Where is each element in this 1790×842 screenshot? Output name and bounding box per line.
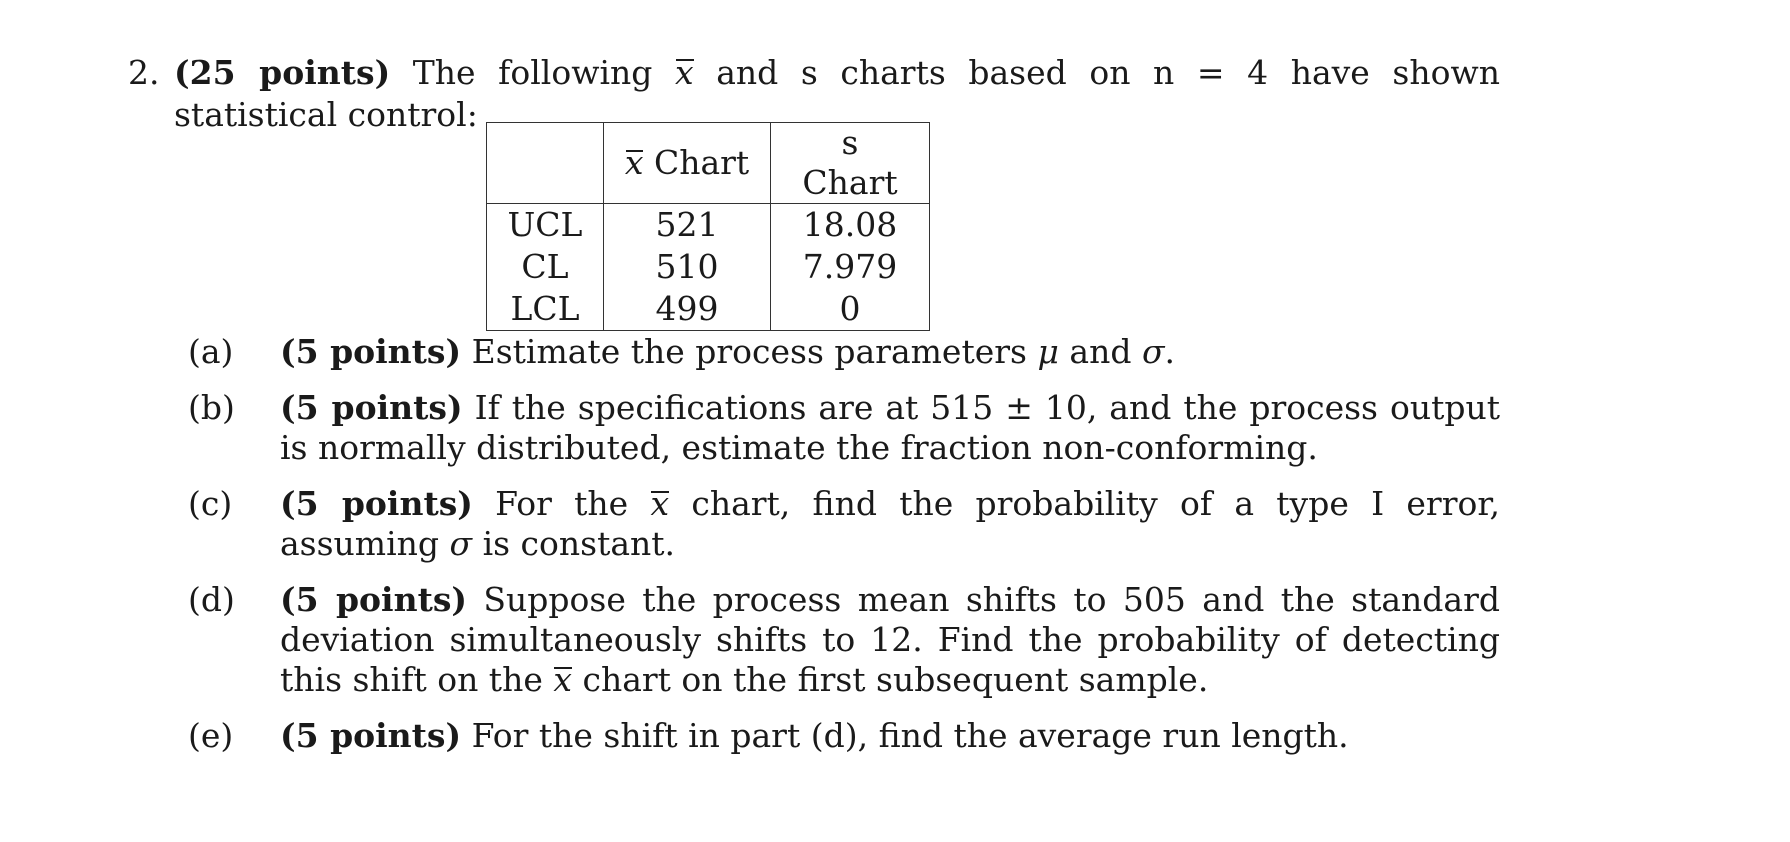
header-xbar-chart [604,123,771,204]
sigma-symbol: σ [449,524,473,563]
row-label: LCL [487,288,604,331]
xbar-symbol: x [553,660,572,699]
part-points: (5 points) [280,332,462,371]
part-points: (5 points) [280,484,473,523]
problem-intro-b: and s charts based on n = 4 have shown statistical control: [174,53,1500,134]
part-text: chart on the first subsequent sample. [582,660,1209,699]
mu-symbol: μ [1037,332,1059,371]
part-text: chart, find the probability of a type I error, assuming [280,484,1500,563]
row-label: CL [487,246,604,288]
control-limits-table-wrap [486,122,930,331]
s-value: 18.08 [771,204,930,247]
part-text: If the specifications are at 515 ± 10, and the process output is normally distributed, estimate the fraction non-conforming. [280,388,1500,467]
s-value: 0 [771,288,930,331]
xbar-value: 510 [604,246,771,288]
control-limits-table [486,122,930,331]
part-text: is constant. [482,524,676,563]
header-s-chart: s Chart [771,123,930,204]
parts-list [188,332,1500,772]
s-value: 7.979 [771,246,930,288]
part-label: (e) [188,716,234,755]
problem-points: (25 points) [174,53,391,92]
part-points: (5 points) [280,580,468,619]
part-label: (a) [188,332,234,371]
xbar-value: 521 [604,204,771,247]
table-row [487,204,930,247]
xbar-symbol: x [650,484,670,523]
row-label: UCL [487,204,604,247]
part-text: Suppose the process mean shifts to 505 and the standard deviation simultaneously shifts to 12. Find the probability of detecting this shift on the [280,580,1500,699]
part-d [188,580,1500,700]
xbar-chart-label: Chart [653,143,750,182]
problem-number: 2. [128,53,160,92]
xbar-symbol: x [675,53,694,92]
xbar-value: 499 [604,288,771,331]
part-a [188,332,1500,372]
part-b [188,388,1500,468]
part-text: and [1069,332,1132,371]
header-blank-cell [487,123,604,204]
part-label: (b) [188,388,235,427]
table-row [487,246,930,288]
part-label: (c) [188,484,233,523]
sigma-symbol: σ [1141,332,1165,371]
part-text: For the shift in part (d), find the average run length. [471,716,1349,755]
part-text: . [1164,332,1175,371]
part-text: Estimate the process parameters [471,332,1027,371]
table-header-row [487,123,930,204]
part-points: (5 points) [280,716,462,755]
part-text: For the [495,484,629,523]
part-points: (5 points) [280,388,463,427]
xbar-symbol: x [624,143,644,182]
table-row [487,288,930,331]
part-c [188,484,1500,564]
problem-intro-a: The following [412,53,653,92]
part-label: (d) [188,580,235,619]
part-e [188,716,1500,756]
